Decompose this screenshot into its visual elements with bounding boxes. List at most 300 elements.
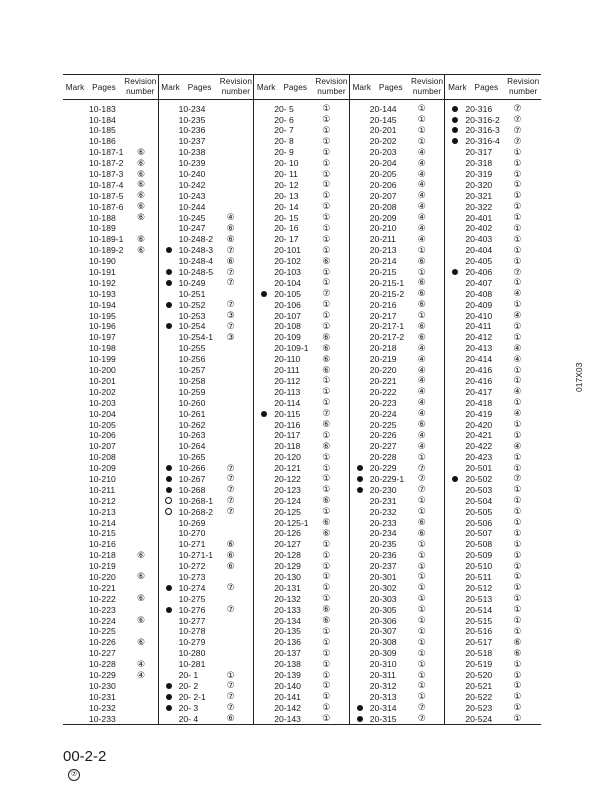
revision-number: ① [513,691,522,702]
revision-number: ① [322,190,331,201]
page-cell: 10-189-1 [89,234,124,245]
table-row [159,245,254,256]
mark-cell [159,280,179,286]
table-row [159,310,254,321]
table-row [445,288,541,299]
revision-number: ⑥ [417,299,426,310]
page-cell: 20- 10 [274,158,299,169]
page-cell: 10-258 [178,375,206,386]
table-row [63,593,158,604]
revision-number: ① [417,582,426,593]
revision-number: ① [322,473,331,484]
table-row [63,615,158,626]
table-row [159,354,254,365]
revision-number: ① [322,386,331,397]
revision-cell [227,539,254,550]
revision-cell [513,321,541,332]
mark-cell [159,465,179,471]
revision-number: ① [513,233,522,244]
table-row [63,190,158,201]
table-row [63,299,158,310]
table-row [63,212,158,223]
table-row [63,136,158,147]
revision-number: ① [322,375,331,386]
revision-cell [322,223,349,234]
revision-number: ① [513,222,522,233]
page-cell: 20-124 [274,495,301,506]
document-code: 017X03 [574,362,584,392]
table-row [445,114,541,125]
table-row [350,147,445,158]
revision-number: ① [322,201,331,212]
table-column [350,75,446,724]
table-row [254,539,349,550]
table-row [254,474,349,485]
revision-number: ① [513,593,522,604]
table-row [254,332,349,343]
column-header [63,75,158,100]
table-row [63,517,158,528]
page-cell: 20- 14 [274,201,299,212]
table-row [445,147,541,158]
page-cell: 20-421 [465,430,493,441]
page-cell: 10-192 [89,277,116,288]
header-pages: Pages [187,82,212,92]
table-row [350,158,445,169]
revision-number: ① [322,571,331,582]
table-row [254,147,349,158]
page-cell: 20-235 [369,539,397,550]
table-row [159,517,254,528]
page-cell: 20-422 [465,441,493,452]
revision-cell [418,343,445,354]
revision-cell [322,212,349,223]
revision-number: ⑥ [226,549,235,560]
revision-number: ① [322,549,331,560]
page-cell: 10-187-2 [89,158,124,169]
table-row [159,169,254,180]
table-row [159,680,254,691]
page-cell: 20-523 [465,702,493,713]
table-row [159,114,254,125]
mark-cell [159,607,179,613]
page-cell: 20-103 [274,267,301,278]
revision-cell [227,713,254,724]
page-cell: 20-302 [369,582,397,593]
mark-cell [159,247,179,253]
table-row [159,430,254,441]
table-row [159,321,254,332]
revision-number: ④ [417,408,426,419]
revision-number: ⑦ [513,135,522,146]
page-cell: 20-409 [465,299,493,310]
table-row [159,484,254,495]
revision-number: ① [417,451,426,462]
table-row [350,659,445,670]
filled-mark-icon [166,465,172,471]
revision-cell [513,201,541,212]
revision-cell [418,299,445,310]
header-pages: Pages [92,82,116,92]
filled-mark-icon [166,683,172,689]
filled-mark-icon [452,138,458,144]
revision-number: ⑥ [137,179,146,190]
revision-cell [322,386,349,397]
table-row [254,430,349,441]
page-cell: 20-222 [369,386,397,397]
revision-number: ⑥ [513,647,522,658]
table-row [254,517,349,528]
table-row [254,691,349,702]
revision-number: ④ [417,179,426,190]
table-row [254,190,349,201]
page-cell: 20-127 [274,539,301,550]
mark-cell [159,508,179,515]
table-row [254,136,349,147]
revision-number: ① [322,691,331,702]
page-cell: 10-216 [89,539,116,550]
page-number: 00-2-2 [63,748,107,765]
filled-mark-icon [261,411,267,417]
page-cell: 10-205 [89,419,116,430]
table-row [350,267,445,278]
table-row [445,397,541,408]
page-cell: 10-230 [89,680,116,691]
table-row [63,343,158,354]
table-row [254,528,349,539]
table-row [350,637,445,648]
table-row [254,125,349,136]
revision-cell [322,626,349,637]
revision-cell [513,691,541,702]
table-row [445,277,541,288]
page-cell: 20-123 [274,484,301,495]
mark-cell [159,694,179,700]
revision-cell [418,223,445,234]
revision-cell [227,604,254,615]
revision-table [63,74,541,725]
table-row [350,474,445,485]
table-row [350,517,445,528]
page-cell: 10-218 [89,550,116,561]
table-row [254,593,349,604]
page-cell: 10-231 [89,691,116,702]
revision-cell [418,158,445,169]
table-row [254,572,349,583]
table-row [445,158,541,169]
revision-number: ① [322,103,331,114]
revision-number: ① [513,321,522,331]
revision-cell [513,332,541,343]
page-cell: 10-223 [89,604,116,615]
revision-cell [137,158,158,169]
page-cell: 20-503 [465,484,493,495]
revision-number: ① [513,658,522,669]
revision-number: ① [513,571,522,582]
table-row [63,572,158,583]
table-row [254,419,349,430]
revision-number: ① [513,582,522,593]
table-row [254,310,349,321]
revision-cell [513,517,541,528]
page-cell: 10-225 [89,626,116,637]
page-cell: 20-502 [465,473,493,484]
revision-cell [418,397,445,408]
page-cell: 20-101 [274,245,301,256]
page-cell: 20- 2-1 [178,691,206,702]
revision-cell [322,463,349,474]
table-row [254,550,349,561]
page-cell: 10-245 [178,212,206,223]
page-cell: 20- 2 [178,680,199,691]
page-cell: 10-237 [178,136,206,147]
page-cell: 20-220 [369,365,397,376]
table-row [445,539,541,550]
table-row [350,190,445,201]
revision-number: ① [322,713,331,724]
page-cell: 20-219 [369,354,397,365]
table-row [63,114,158,125]
revision-cell [513,125,541,136]
revision-cell [227,670,254,681]
page-cell: 10-244 [178,201,206,212]
revision-cell [513,582,541,593]
revision-number: ① [417,647,426,658]
revision-cell [418,659,445,670]
revision-cell [513,256,541,267]
page-cell: 20-138 [274,659,301,670]
revision-number: ⑥ [417,331,426,342]
table-row [445,103,541,114]
table-row [159,713,254,724]
revision-number: ① [322,397,331,408]
revision-number: ④ [417,429,426,440]
page-cell: 20-301 [369,571,397,582]
revision-number: ① [322,658,331,669]
table-row [445,495,541,506]
page-cell: 20-316 [465,103,493,114]
revision-cell [418,332,445,343]
page-cell: 20-506 [465,517,493,528]
revision-cell [322,125,349,136]
revision-cell [513,604,541,615]
page-cell: 10-251 [178,288,206,299]
page-cell: 10-194 [89,299,116,310]
revision-number: ⑦ [513,103,522,114]
column-header [254,75,349,100]
page-cell: 20-512 [465,582,493,593]
revision-cell [418,125,445,136]
page-cell: 20- 6 [274,114,294,125]
page-cell: 10-247 [178,223,206,234]
revision-number: ① [322,702,331,713]
page-cell: 10-255 [178,343,206,354]
table-row [445,452,541,463]
mark-cell [445,269,465,275]
table-row [445,212,541,223]
revision-number: ⑥ [137,190,146,201]
page-cell: 20-118 [274,441,301,452]
table-row [254,103,349,114]
revision-number: ⑦ [513,473,522,484]
revision-number: ⑦ [226,604,235,615]
table-row [254,114,349,125]
page-cell: 10-197 [89,332,116,343]
page-cell: 20-141 [274,691,301,702]
table-row [159,539,254,550]
table-row [63,169,158,180]
table-row [350,593,445,604]
revision-cell [418,103,445,114]
header-mark: Mark [65,82,85,92]
table-row [63,713,158,724]
revision-cell [513,713,541,724]
table-column [159,75,255,724]
table-row [159,474,254,485]
revision-cell [322,473,349,484]
table-row [350,561,445,572]
table-row [254,452,349,463]
revision-number: ① [322,168,331,179]
table-column [445,75,541,724]
revision-cell [418,463,445,474]
revision-cell [322,288,349,299]
table-row [63,582,158,593]
revision-number: ⑥ [226,233,235,244]
revision-cell [418,561,445,572]
table-row [63,376,158,387]
revision-cell [513,103,541,114]
revision-cell [513,267,541,278]
table-row [63,539,158,550]
page-cell: 10-234 [178,103,206,114]
filled-mark-icon [166,269,172,275]
page-cell: 20-215-1 [369,277,405,288]
table-row [350,484,445,495]
table-row [159,528,254,539]
revision-number: ① [322,135,331,146]
revision-number: ⑦ [513,114,522,125]
revision-cell [513,484,541,495]
revision-number: ④ [513,408,522,419]
revision-number: ① [322,114,331,125]
revision-cell [137,615,158,626]
revision-cell [513,648,541,659]
page-cell: 20-311 [369,669,396,680]
revision-cell [418,615,445,626]
revision-cell [513,430,541,441]
revision-number: ① [322,451,331,462]
revision-number: ⑥ [226,222,235,233]
page-cell: 10-235 [178,114,206,125]
page-cell: 20-520 [465,669,493,680]
filled-mark-icon [357,716,363,722]
page-cell: 10-270 [178,528,206,539]
header-pages: Pages [283,82,308,92]
table-row [63,506,158,517]
table-row [254,158,349,169]
table-row [254,376,349,387]
table-row [159,452,254,463]
table-row [445,136,541,147]
revision-number: ④ [137,658,146,669]
page-cell: 10-189 [89,223,116,234]
revision-cell [322,419,349,430]
table-row [254,201,349,212]
revision-number: ① [322,669,331,680]
table-row [254,234,349,245]
revision-number: ④ [417,397,426,408]
filled-mark-icon [166,247,172,253]
revision-cell [513,702,541,713]
page-cell: 10-207 [89,441,116,452]
revision-number: ⑦ [322,288,331,299]
revision-number: ⑥ [322,604,331,615]
page-cell: 20-223 [369,397,397,408]
page-cell: 20- 9 [274,147,294,158]
page-cell: 10-220 [89,571,116,582]
revision-cell [418,114,445,125]
mark-cell [159,487,179,493]
page-cell: 20- 1 [178,669,199,680]
page-cell: 20-515 [465,615,493,626]
revision-number: ⑦ [226,582,235,593]
page-cell: 10-273 [178,571,206,582]
table-row [350,114,445,125]
table-row [445,550,541,561]
revision-cell [513,419,541,430]
revision-number: ① [513,331,522,342]
table-row [254,386,349,397]
table-row [350,626,445,637]
page-cell: 20- 13 [274,190,299,201]
table-row [63,267,158,278]
revision-number: ① [513,560,522,571]
table-row [63,484,158,495]
table-row [445,376,541,387]
revision-number: ① [417,604,426,615]
revision-cell [513,169,541,180]
revision-cell [227,256,254,267]
table-row [350,691,445,702]
table-row [159,506,254,517]
table-row [350,550,445,561]
revision-cell [227,223,254,234]
table-row [445,506,541,517]
revision-cell [513,680,541,691]
page-cell: 20-206 [369,179,397,190]
mark-cell [445,476,465,482]
revision-cell [418,670,445,681]
revision-number: ① [417,691,426,702]
table-row [159,659,254,670]
table-row [445,430,541,441]
table-row [350,223,445,234]
page-cell: 20-322 [465,201,493,212]
revision-number: ① [322,506,331,517]
revision-number: ⑥ [417,277,426,288]
revision-number: ① [417,658,426,669]
revision-number: ④ [226,212,235,223]
table-row [350,386,445,397]
revision-cell [418,604,445,615]
revision-number: ① [513,549,522,560]
revision-number: ① [322,429,331,440]
page-cell: 20-316-4 [465,136,500,147]
page-cell: 20-517 [465,637,493,648]
table-row [445,702,541,713]
page-cell: 10-187-4 [89,179,124,190]
